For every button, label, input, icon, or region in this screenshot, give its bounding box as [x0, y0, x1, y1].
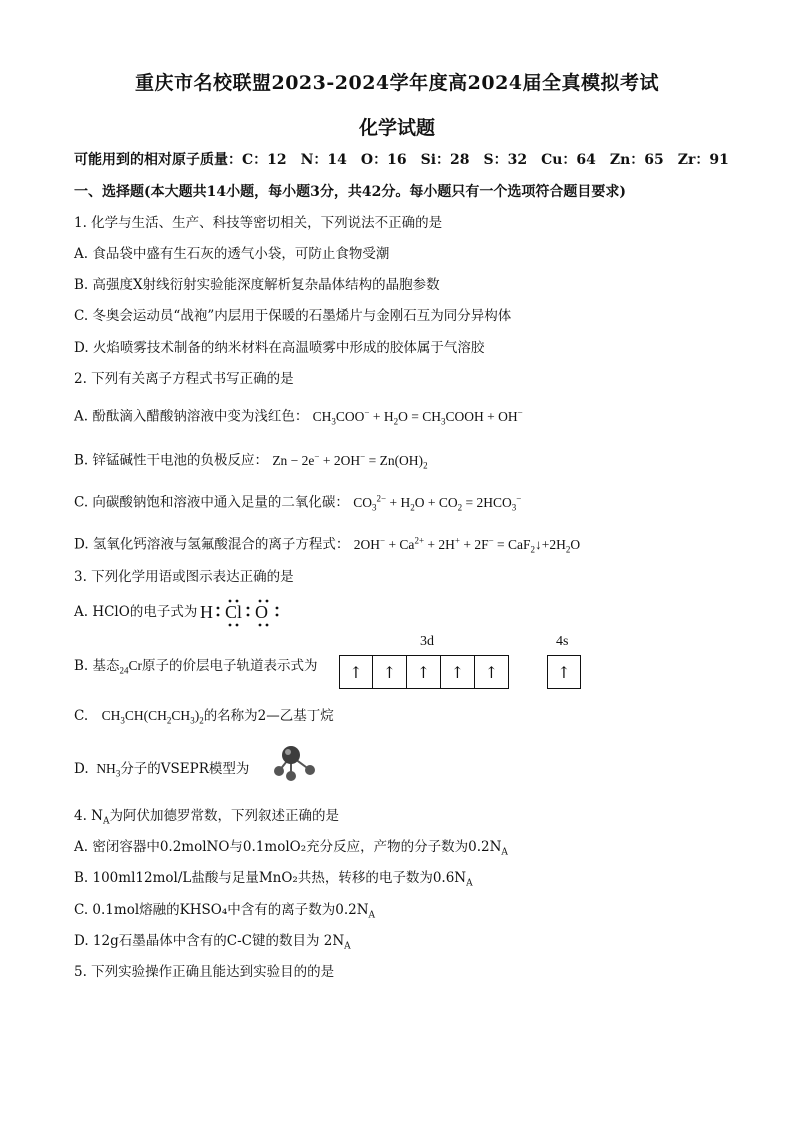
q4-stem: 4. $N_A$为阿伏加德罗常数，下列叙述正确的是 — [74, 808, 339, 827]
q2-b-text: B. 锌锰碱性干电池的负极反应： — [74, 452, 269, 469]
orbital-box: ↑ — [547, 655, 581, 689]
q1-option-c: C. 冬奥会运动员“战袍”内层用于保暖的石墨烯片与金刚石互为同分异构体 — [74, 308, 512, 324]
q2-d-text: D. 氢氧化钙溶液与氢氟酸混合的离子方程式： — [74, 536, 350, 553]
q2-c-equation: $CO_3^{2-} + H_2O + CO_2 = 2HCO_3^-$ — [353, 493, 522, 513]
orbital-box: ↑ — [373, 655, 407, 689]
orbital-3d — [339, 655, 509, 691]
svg-text:H: H — [200, 602, 213, 622]
orbital-box: ↑ — [475, 655, 509, 689]
q3-option-d — [74, 759, 249, 784]
section-heading: 一、选择题(本大题共14小题，每小题3分，共42分。每小题只有一个选项符合题目要求) — [74, 184, 626, 200]
q5-stem: 5. 下列实验操作正确且能达到实验目的的是 — [74, 964, 335, 980]
q1-option-a: A. 食品袋中盛有生石灰的透气小袋，可防止食物受潮 — [74, 246, 390, 262]
q3-option-a — [74, 602, 197, 622]
svg-text:Cl: Cl — [225, 602, 243, 622]
exam-subtitle: 化学试题 — [358, 117, 435, 139]
q4-option-c: C. 0.1mol熔融的KHSO₄中含有的离子数为$0.2N_A$ — [74, 902, 376, 921]
orbital-box: ↑ — [441, 655, 475, 689]
q4-option-b: B. 100ml12mol/L盐酸与足量MnO₂共热，转移的电子数为$0.6N_A$ — [74, 870, 473, 889]
orbital-box: ↑ — [407, 655, 441, 689]
q2-option-d — [74, 530, 580, 559]
q2-d-equation: $2OH^- + Ca^{2+} + 2H^+ + 2F^-$ = $CaF_2↓+2H_2O$ — [353, 535, 581, 555]
q2-option-a — [74, 402, 523, 431]
q2-stem: 2. 下列有关离子方程式书写正确的是 — [74, 371, 294, 387]
q4-option-d: D. 12g石墨晶体中含有的C-C键的数目为 $2N_A$ — [74, 933, 351, 952]
svg-text:O: O — [255, 602, 268, 622]
q2-c-text: C. 向碳酸钠饱和溶液中通入足量的二氧化碳： — [74, 494, 349, 511]
vsepr-model-image — [272, 744, 322, 784]
nh3-formula: $NH_3$ — [92, 761, 121, 779]
q1-option-d: D. 火焰喷雾技术制备的纳米材料在高温喷雾中形成的胶体属于气溶胶 — [74, 340, 485, 356]
q4-option-a: A. 密闭容器中0.2molNO与0.1molO₂充分反应，产物的分子数为$0.2N_A$ — [74, 839, 508, 858]
q3-option-c: C. $CH_3CH(CH_2CH_3)_2$的名称为2—乙基丁烷 — [74, 708, 334, 726]
q2-a-text: A. 酚酞滴入醋酸钠溶液中变为浅红色： — [74, 408, 309, 425]
orbital-box: ↑ — [339, 655, 373, 689]
q3-d-text2: 分子的VSEPR模型为 — [120, 761, 250, 777]
q3-a-text: A. HClO的电子式为 — [74, 604, 198, 620]
q2-b-equation: $Zn - 2e^- + 2OH^- = Zn(OH)_2$ — [272, 451, 428, 471]
q3-d-label: D. — [74, 761, 89, 777]
q3-b-text: B. 基态 — [74, 658, 120, 674]
label-4s: 4s — [556, 634, 569, 649]
q3-c-text: 的名称为2—乙基丁烷 — [203, 708, 334, 724]
q2-a-equation: $CH_3COO^- + H_2O$ = $CH_3COOH + OH^-$ — [312, 407, 523, 427]
orbital-4s — [547, 655, 581, 691]
hclo-lewis-structure — [198, 598, 288, 630]
q3-c-formula: $CH_3CH(CH_2CH_3)_2$ — [101, 708, 204, 726]
q2-option-c — [74, 488, 521, 517]
exam-title: 重庆市名校联盟2023-2024学年度高2024届全真模拟考试 — [134, 72, 660, 94]
label-3d: 3d — [420, 634, 434, 649]
q1-stem: 1. 化学与生活、生产、科技等密切相关，下列说法不正确的是 — [74, 215, 443, 231]
cr-symbol: $_{24}$Cr — [119, 658, 143, 676]
q3-b-text2: 原子的价层电子轨道表示式为 — [142, 658, 318, 674]
q3-option-b — [74, 656, 318, 681]
q2-option-b — [74, 446, 428, 475]
atomic-masses: 可能用到的相对原子质量：C：12 N：14 O：16 Si：28 S：32 Cu：64 Zn：65 Zr：91 — [74, 152, 729, 168]
q1-option-b: B. 高强度X射线衍射实验能深度解析复杂晶体结构的晶胞参数 — [74, 277, 440, 293]
q3-stem: 3. 下列化学用语或图示表达正确的是 — [74, 569, 294, 585]
